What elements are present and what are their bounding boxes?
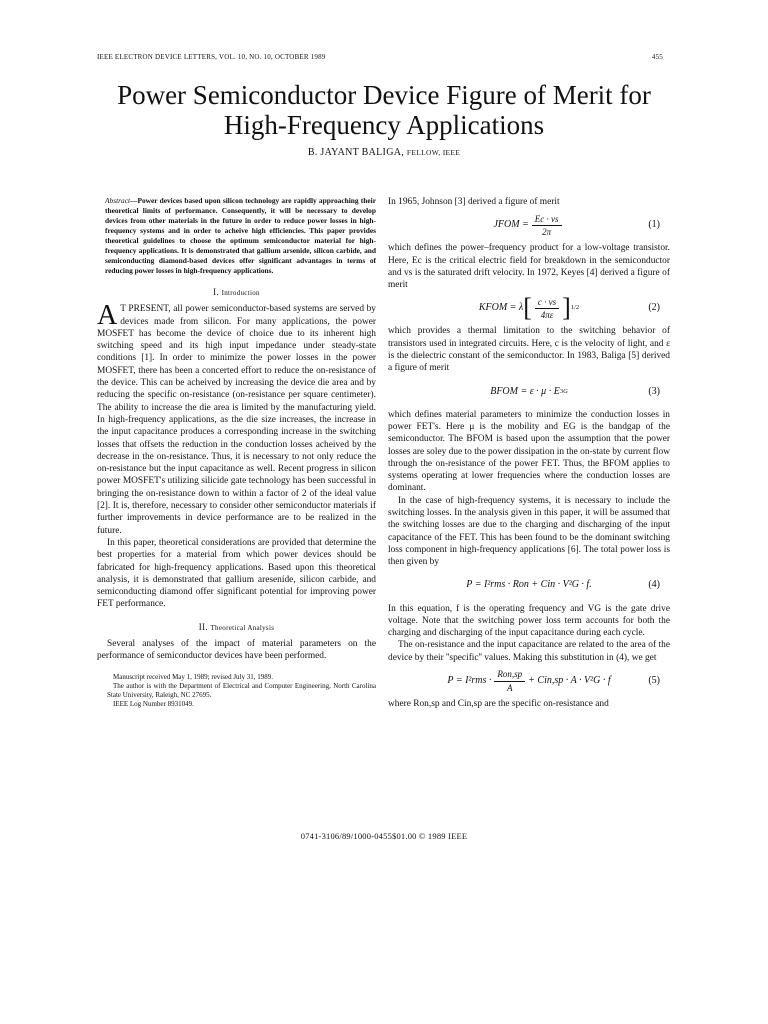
intro-paragraph-2: In this paper, theoretical considerations are provided that determine the best properties for a material from which power devices should be fabricated for high-frequency applications. Based upon this theoretical analysis, it is demonstrated that gallium areseníde, silicon carbide, and semiconducting diamond offer significant potential for improving power FET performance. [97, 537, 376, 610]
section-title: Introduction [221, 289, 260, 297]
abstract [97, 196, 376, 276]
section-heading-analysis [97, 621, 376, 634]
section-number: I. [213, 287, 220, 297]
author-name: B. JAYANT BALIGA, [307, 147, 405, 158]
right-paragraph-3: which provides a thermal limitation to the switching behavior of transistors used in integrated circuits. Here, c is the velocity of light, and ε is the dielectric constant of the semiconductor. In 1983, Baliga [5] derived a figure of merit [388, 326, 670, 374]
equation-lhs: P = I²rms · [447, 674, 492, 686]
fraction-numerator: c · vs [535, 296, 559, 309]
title-line-1: Power Semiconductor Device Figure of Merit for [117, 80, 651, 110]
fraction-denominator: 4πε [540, 309, 554, 320]
equation-1 [388, 212, 670, 238]
equation-fraction [494, 668, 525, 694]
author-line [0, 147, 768, 158]
equation-2 [388, 295, 670, 321]
equation-lhs: JFOM = [493, 219, 529, 231]
equation-subscript: G [563, 387, 568, 395]
equation-lhs: KFOM = λ [478, 302, 524, 314]
equation-number: (5) [648, 674, 660, 686]
equation-body: P = I²rms · Ron + Cin · V²G · f. [466, 579, 592, 591]
right-column [388, 196, 670, 710]
equation-number: (3) [648, 385, 660, 397]
copyright-footer: 0741-3106/89/1000-0455$01.00 © 1989 IEEE [300, 831, 468, 841]
paper-title [0, 80, 768, 140]
fraction-numerator: Ron,sp [494, 668, 525, 681]
equation-body: BFOM = ε · μ · E [490, 385, 560, 397]
equation-3 [388, 379, 670, 405]
section-title: Theoretical Analysis [210, 623, 275, 632]
equation-fraction [535, 296, 559, 322]
footnote-received: Manuscript received May 1, 1989; revised July 31, 1989. [113, 672, 273, 681]
title-line-2: High-Frequency Applications [223, 110, 545, 140]
equation-rhs: + Cin,sp · A · V²G · f [528, 674, 611, 686]
intro-paragraph-1-text: T PRESENT, all power semiconductor-based systems are served by devices made from silicon. For many applications, the power MOSFET has become the device of choice due to its inherent high switching speed and its high input impedance under steady-state conditions [1]. In order to minimize the power losses in the power MOSFET, there has been a concerted effort to reduce the on-resistance of the device. This can be acheived by increasing the device die area and by reducing the specific on-resistance (on-resistance per square centimeter). The ability to increase the die area is limited by the manufacturing yield. In high-frequency applications, as the die size increases, the increase in the input capacitance produces a corresponding increase in the switching losses that offsets the reduction in the conduction losses acheived by the decrease in the on-resistance. Thus, it is necessary to not only reduce the on-resistance but the input capacitance as well. Recent progress in silicon power MOSFET's utilizing silicide gate technology has been successful in bringing the on-resistance down to within a factor of 2 of the ideal value [2]. It is, therefore, necessary to consider other semiconductor materials if further improvements in device performance are to be realized in the future. [97, 304, 376, 536]
section-number: II. [198, 621, 208, 632]
equation-number: (2) [648, 302, 660, 314]
footnotes [97, 673, 376, 709]
equation-superscript: 3 [559, 387, 564, 395]
author-grade: FELLOW, IEEE [406, 148, 461, 157]
equation-exponent: 1/2 [570, 304, 580, 312]
footnote-log-number: IEEE Log Number 8931049. [113, 699, 194, 708]
analysis-paragraph-1: Several analyses of the impact of material parameters on the performance of semiconductor devices have been performed. [97, 639, 376, 662]
abstract-text: —Power devices based upon silicon technology are rapidly approaching their theoretical limits of performance. Consequently, it will be necessary to develop devices from other materials in the future in order to reduce power losses in high-frequency systems and in order to acheive high efficiencies. This paper provides theoretical guidelines to choose the optimum semiconductor material for high-frequency applications. It is demonstrated that gallium arsenide, silicon carbide, and semiconducting diamond-based devices offer significant advantages in terms of reducing power losses in high-frequency applications. [105, 196, 376, 275]
right-paragraph-8: where Ron,sp and Cin,sp are the specific on-resistance and [388, 699, 609, 710]
fraction-denominator: A [507, 682, 513, 693]
equation-number: (1) [648, 219, 660, 231]
right-paragraph-6: In this equation, f is the operating frequency and VG is the gate drive voltage. Note that the switching power loss term accounts for both the charging and discharging of the input capacitance during each cycle. [388, 603, 670, 639]
equation-number: (4) [648, 579, 660, 591]
right-bracket-icon: ] [562, 293, 571, 323]
right-paragraph-5: In the case of high-frequency systems, it is necessary to include the switching losses. In the analysis given in this paper, it will be assumed that the switching losses are due to the charging and discharging of the input capacitance of the FET. This has been found to be the dominant switching loss component in high-frequency applications [6]. The total power loss is then given by [388, 495, 670, 568]
section-heading-introduction [97, 286, 376, 299]
fraction-denominator: 2π [542, 226, 552, 237]
intro-paragraph-1 [97, 300, 376, 537]
left-bracket-icon: [ [523, 293, 532, 323]
journal-citation: IEEE ELECTRON DEVICE LETTERS, VOL. 10, NO. 10, OCTOBER 1989 [97, 53, 326, 61]
drop-cap: A [97, 300, 118, 332]
right-paragraph-4: which defines material parameters to minimize the conduction losses in power FET's. Here μ is the mobility and EG is the bandgap of the semiconductor. The BFOM is based upon the assumption that the power losses are soley due to the power dissipation in the on-state by current flow through the on-resistance of the power FET. Thus, the BFOM applies to systems operating at lower frequencies where the conduction losses are dominant. [388, 409, 670, 494]
right-paragraph-1: In 1965, Johnson [3] derived a figure of merit [388, 197, 560, 207]
fraction-numerator: Eс · vs [532, 213, 562, 226]
equation-5 [388, 668, 670, 694]
right-paragraph-2: which defines the power–frequency product for a low-voltage transistor. Here, Eс is the critical electric field for breakdown in the semiconductor and vs is the saturated drift velocity. In 1972, Keyes [4] derived a figure of merit [388, 243, 670, 291]
right-paragraph-7: The on-resistance and the input capacitance are related to the area of the device by their ''specific'' values. Making this substitution in (4), we get [388, 640, 670, 663]
equation-fraction [532, 213, 562, 239]
abstract-label: Abstract [105, 196, 131, 205]
left-column [97, 196, 376, 709]
equation-4 [388, 573, 670, 599]
running-header [97, 53, 663, 61]
page-number: 455 [651, 53, 663, 61]
footnote-affiliation: The author is with the Department of Electrical and Computer Engineering, North Carolina State University, Raleigh, NC 27695. [107, 681, 376, 699]
